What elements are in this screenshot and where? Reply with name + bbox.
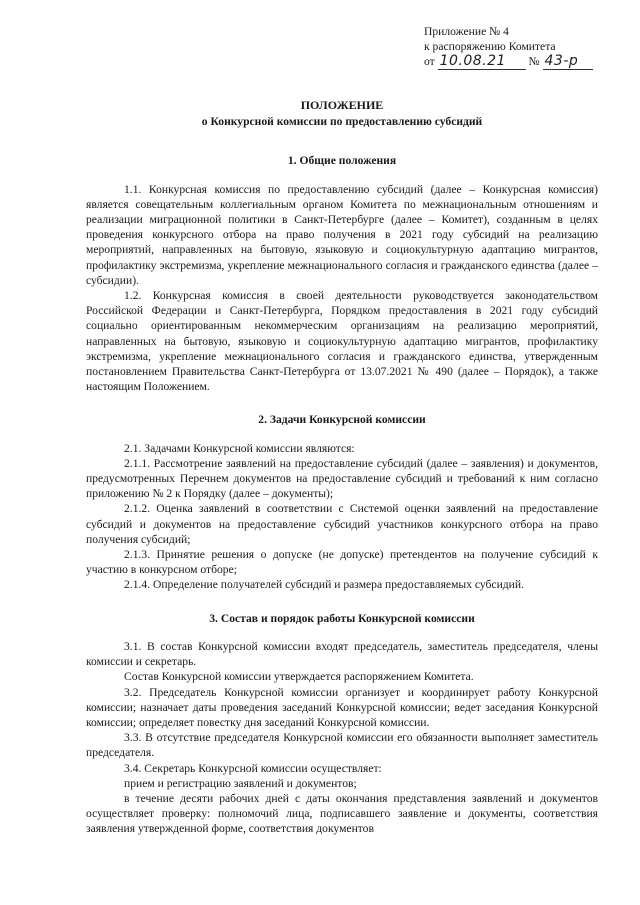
handwritten-date: 10.08.21 (438, 54, 526, 70)
document-subtitle: о Конкурсной комиссии по предоставлению субсидий (201, 115, 483, 129)
date-prefix: от (424, 55, 435, 68)
paragraph: Состав Конкурсной комиссии утверждается распоряжением Комитета. (124, 670, 474, 684)
paragraph: 2.1.3. Принятие решения о допуске (не допуске) претендентов на получение субсидий к участию в конкурсном отборе; (86, 548, 598, 577)
handwritten-number: 43-р (543, 54, 593, 70)
appendix-number: Приложение № 4 (424, 25, 509, 38)
paragraph: 3.3. В отсутствие председателя Конкурсной комиссии его обязанности выполняет заместитель председателя. (86, 731, 598, 760)
number-prefix: № (528, 55, 540, 68)
paragraph: 3.2. Председатель Конкурсной комиссии организует и координирует работу Конкурсной комиссии; назначает даты проведения заседаний Конкурсной комиссии; ведет заседания Конкурсной комиссии; определяет повестку дня заседаний Конкурсной комиссии. (86, 685, 598, 729)
appendix-order-reference: к распоряжению Комитета (424, 40, 556, 53)
section-heading-3: 3. Состав и порядок работы Конкурсной комиссии (209, 611, 475, 625)
section-heading-1: 1. Общие положения (287, 154, 397, 168)
document-body (86, 98, 598, 837)
paragraph: 2.1.1. Рассмотрение заявлений на предоставление субсидий (далее – заявления) и документов, предусмотренных Перечнем документов на предоставление субсидий и требований к ним согласно приложению № 2 к Порядку (далее – документы); (86, 456, 598, 501)
paragraph: 1.2. Конкурсная комиссия в своей деятельности руководствуется законодательством Российской Федерации и Санкт-Петербурга, Порядком предоставления в 2021 году субсидий социально ориентированным некоммерческим организациям на реализацию мероприятий, направленных на бытовую, языковую и социокультурную адаптацию мигрантов, профилактику экстремизма, укрепление межнационального согласия и гражданского единства, утвержденным постановлением Правительства Санкт-Петербурга от 13.07.2021 № 490 (далее – Порядок), а также настоящим Положением. (86, 289, 598, 394)
paragraph: прием и регистрацию заявлений и документов; (124, 776, 357, 790)
paragraph: 3.1. В состав Конкурсной комиссии входят председатель, заместитель председателя, члены комиссии и секретарь. (86, 639, 598, 669)
paragraph: в течение десяти рабочих дней с даты окончания представления заявлений и документов осуществляет проверку: полномочий лица, подписавшего заявление и документы, соответствия заявления утвержденной форме, соответствия документов (86, 791, 598, 836)
appendix-date-line (424, 54, 624, 70)
appendix-header (424, 24, 624, 70)
paragraph: 2.1.2. Оценка заявлений в соответствии с Системой оценки заявлений на предоставление субсидий и документов на предоставление субсидий участников конкурсного отбора на право получения субсидий; (86, 502, 598, 546)
document-title: ПОЛОЖЕНИЕ (300, 98, 384, 112)
section-heading-2: 2. Задачи Конкурсной комиссии (258, 413, 426, 427)
paragraph: 1.1. Конкурсная комиссия по предоставлению субсидий (далее – Конкурсная комиссия) является совещательным коллегиальным органом Комитета по межнациональным отношениям и реализации миграционной политики в Санкт-Петербурге (далее – Комитет), созданным в целях проведения конкурсного отбора на право получения в 2021 году субсидий на реализацию мероприятий, направленных на бытовую, языковую и социокультурную адаптацию мигрантов, профилактику экстремизма, укрепление межнационального согласия и гражданского единства (далее – субсидии). (86, 182, 598, 287)
paragraph: 3.4. Секретарь Конкурсной комиссии осуществляет: (124, 761, 382, 775)
section-body-1 (86, 182, 598, 395)
paragraph: 2.1.4. Определение получателей субсидий и размера предоставляемых субсидий. (124, 578, 524, 592)
section-body-3 (86, 639, 598, 837)
section-body-2 (86, 441, 598, 593)
paragraph: 2.1. Задачами Конкурсной комиссии являются: (124, 441, 355, 455)
